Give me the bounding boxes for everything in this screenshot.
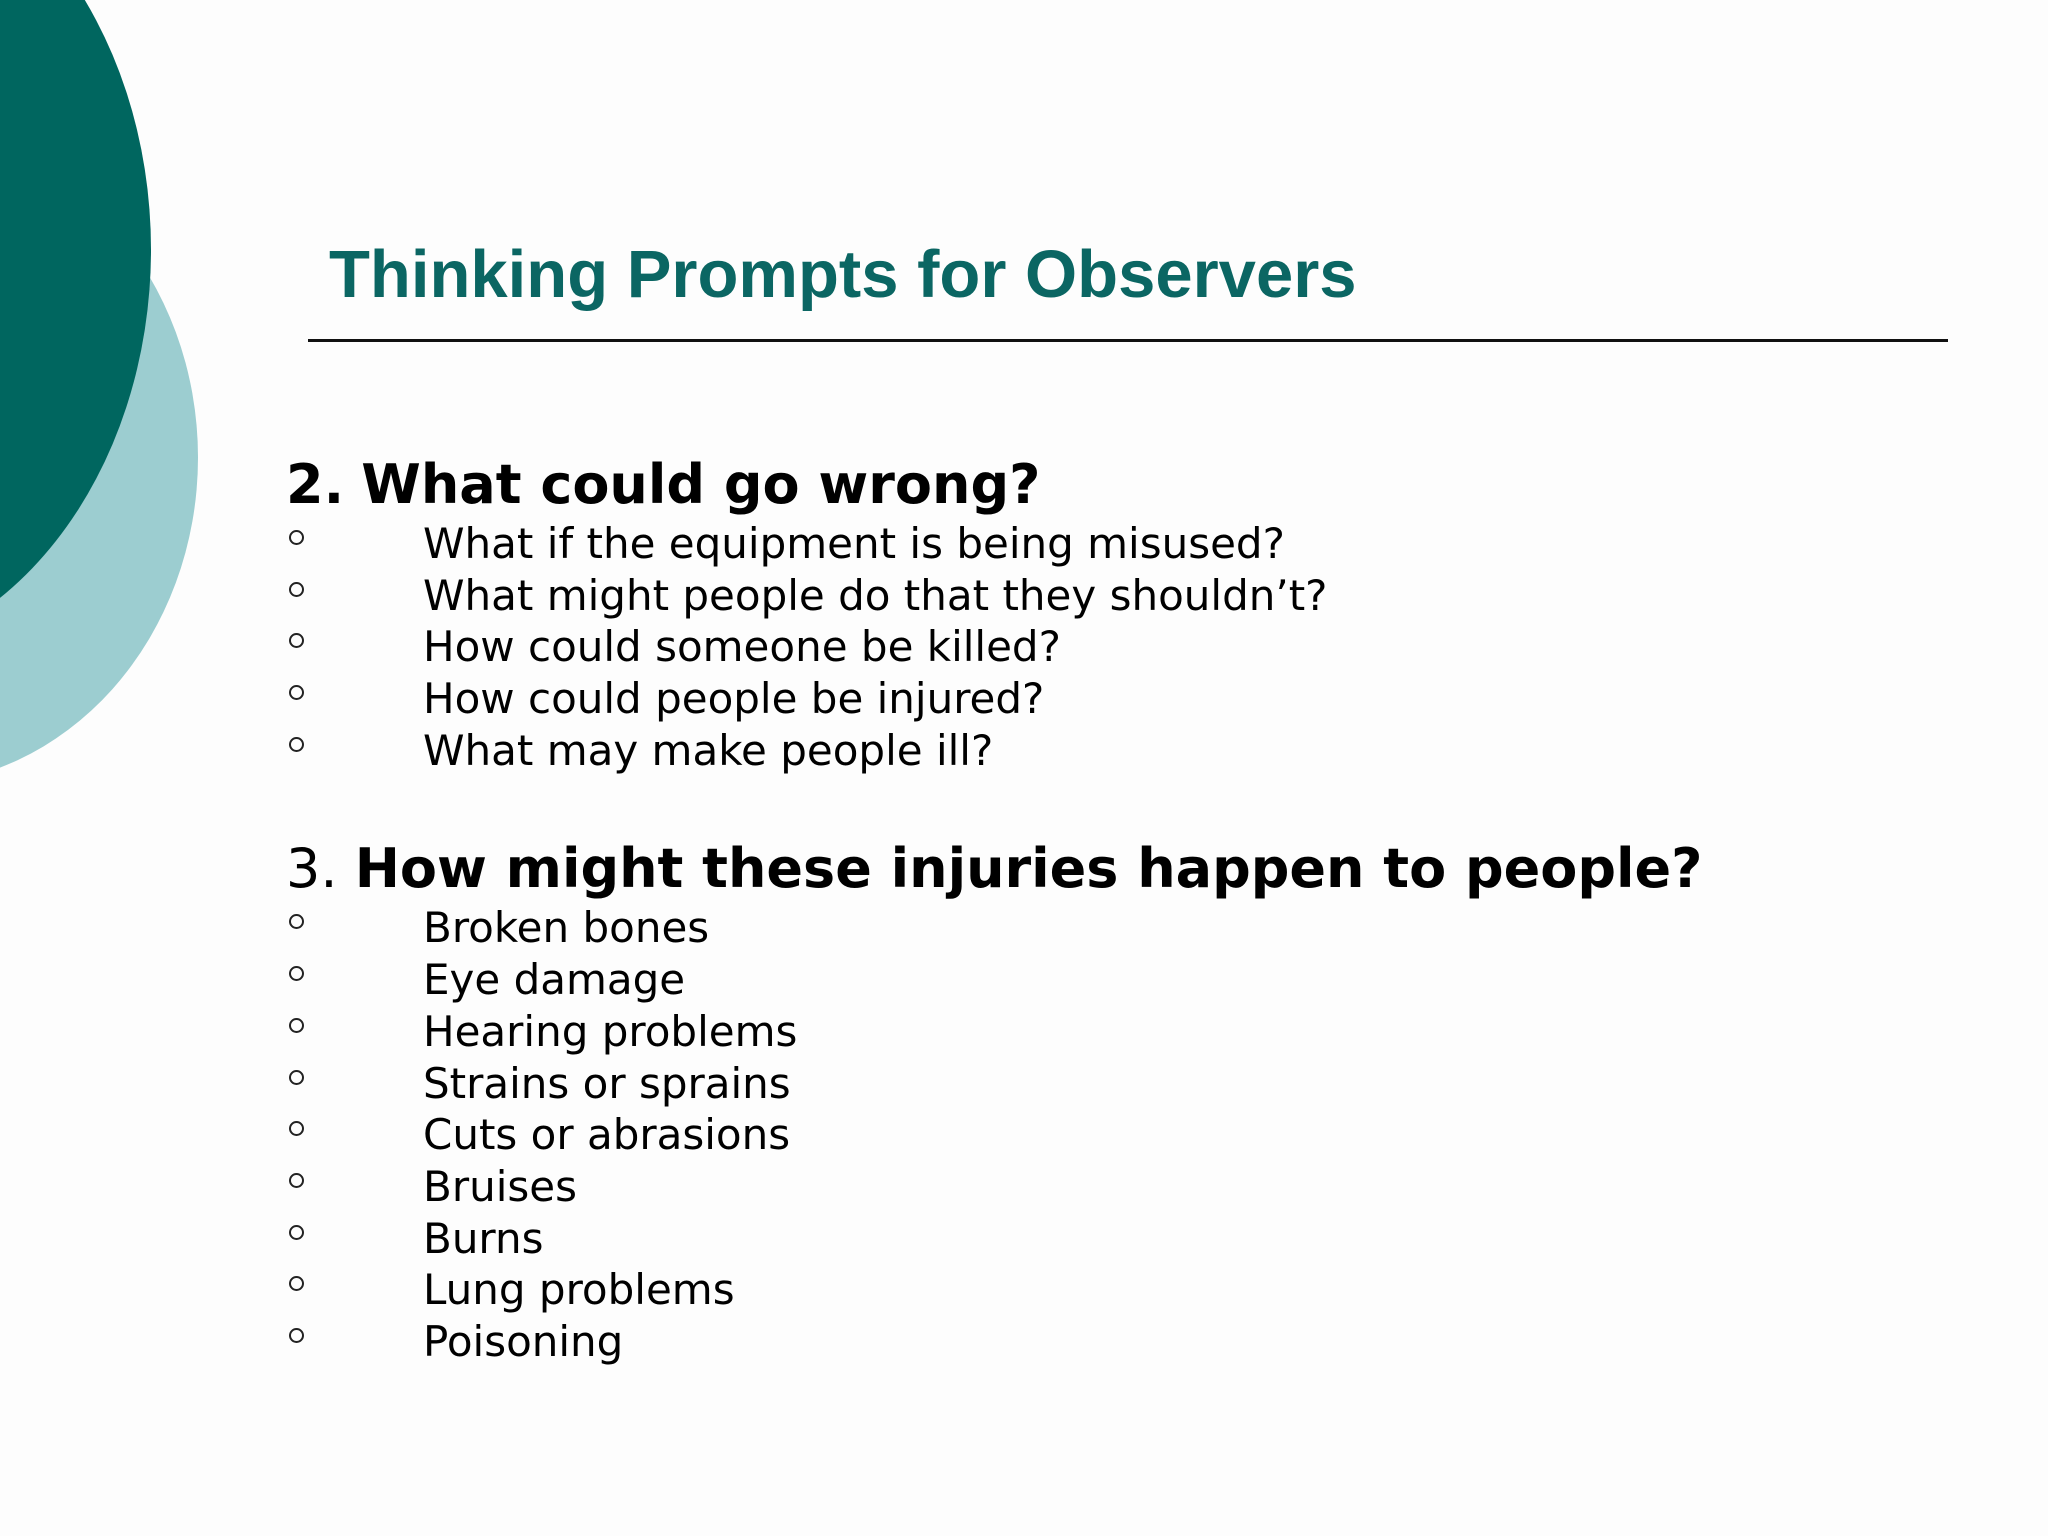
hollow-circle-bullet-icon (289, 1018, 304, 1033)
list-item (286, 1316, 1986, 1368)
hollow-circle-bullet-icon (289, 1276, 304, 1291)
title-underline (308, 339, 1948, 342)
list-item-text: What might people do that they shouldn’t? (423, 570, 1328, 620)
section-heading-what-could-go-wrong (286, 452, 1986, 518)
hollow-circle-bullet-icon (289, 1070, 304, 1085)
hollow-circle-bullet-icon (289, 1225, 304, 1240)
list-item-text: Burns (423, 1213, 544, 1263)
list-item-text: What if the equipment is being misused? (423, 519, 1285, 568)
hollow-circle-bullet-icon (289, 966, 304, 981)
section-question: How might these injuries happen to people? (354, 837, 1703, 901)
hollow-circle-bullet-icon (289, 1173, 304, 1188)
hollow-circle-bullet-icon (289, 737, 304, 752)
list-item-text: Bruises (423, 1161, 577, 1211)
list-item (286, 570, 1986, 622)
list-item (286, 1213, 1986, 1265)
slide-content (286, 452, 1986, 1368)
list-item-text: Poisoning (423, 1316, 624, 1366)
list-item (286, 673, 1986, 725)
hollow-circle-bullet-icon (289, 530, 304, 545)
list-item-text: Strains or sprains (423, 1058, 791, 1108)
bullet-list-what-could-go-wrong (286, 518, 1986, 776)
section-number: 3. (286, 837, 338, 901)
hollow-circle-bullet-icon (289, 633, 304, 648)
list-item-text: What may make people ill? (423, 725, 994, 775)
slide-title: Thinking Prompts for Observers (329, 237, 1357, 312)
list-item-text: Broken bones (423, 903, 710, 953)
list-item-text: Hearing problems (423, 1006, 798, 1056)
bullet-list-injuries (286, 902, 1986, 1367)
list-item (286, 1109, 1986, 1161)
hollow-circle-bullet-icon (289, 1328, 304, 1343)
list-item-text: Cuts or abrasions (423, 1110, 791, 1160)
list-item (286, 902, 1986, 954)
hollow-circle-bullet-icon (289, 685, 304, 700)
section-number: 2. (286, 453, 345, 516)
list-item (286, 1006, 1986, 1058)
list-item (286, 1058, 1986, 1110)
list-item-text: Lung problems (423, 1265, 735, 1315)
list-item (286, 1264, 1986, 1316)
hollow-circle-bullet-icon (289, 1121, 304, 1136)
list-item (286, 621, 1986, 673)
list-item (286, 725, 1986, 777)
list-item-text: Eye damage (423, 955, 686, 1005)
hollow-circle-bullet-icon (289, 582, 304, 597)
section-spacer (286, 776, 1986, 836)
list-item-text: How could someone be killed? (423, 622, 1061, 672)
section-heading-how-injuries-happen (286, 836, 1986, 902)
list-item (286, 1161, 1986, 1213)
hollow-circle-bullet-icon (289, 914, 304, 929)
list-item (286, 954, 1986, 1006)
section-question: What could go wrong? (361, 453, 1041, 516)
list-item (286, 518, 1986, 570)
list-item-text: How could people be injured? (423, 674, 1045, 724)
